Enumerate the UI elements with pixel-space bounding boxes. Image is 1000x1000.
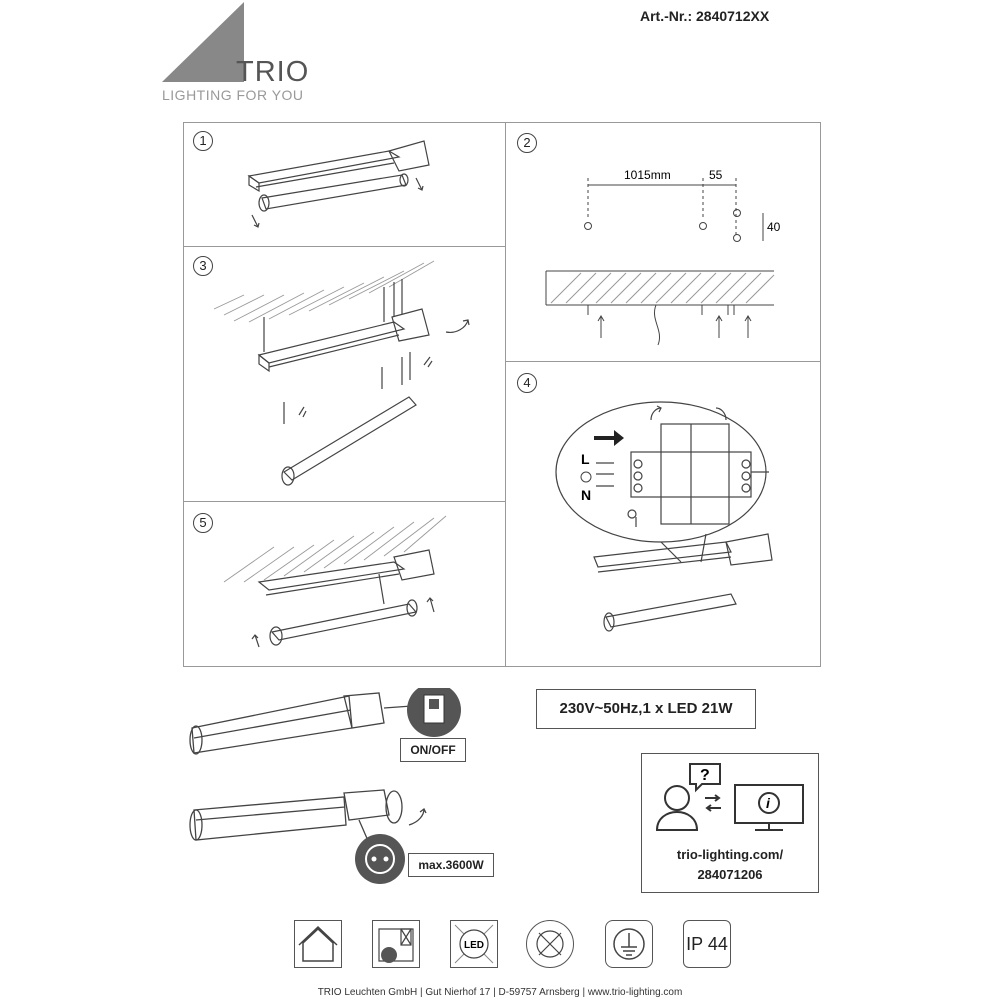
indoor-use-icon <box>294 920 342 968</box>
switch-illustration <box>184 688 464 778</box>
step-1-panel <box>183 122 506 247</box>
support-illustration <box>650 758 810 838</box>
step-5-assembly-illustration <box>184 502 505 666</box>
led-text: LED <box>464 940 484 951</box>
step-2-panel <box>505 122 821 362</box>
step-number: 1 <box>193 131 213 151</box>
support-url-line1: trio-lighting.com/ <box>676 847 784 862</box>
dimension-height: 40 <box>767 220 781 234</box>
trio-logo-triangle-icon <box>160 2 246 84</box>
switch-label: ON/OFF <box>400 738 466 762</box>
power-spec: 230V~50Hz,1 x LED 21W <box>536 689 756 729</box>
step-2-drilling-illustration <box>506 123 820 361</box>
article-number: Art.-Nr.: 2840712XX <box>640 8 770 24</box>
step-number: 4 <box>517 373 537 393</box>
brand-tagline: LIGHTING FOR YOU <box>162 87 304 103</box>
led-icon <box>450 920 498 968</box>
svg-text:i: i <box>766 795 770 811</box>
step-5-panel <box>183 501 506 667</box>
step-number: 3 <box>193 256 213 276</box>
socket-max-label: max.3600W <box>408 853 494 877</box>
step-number: 2 <box>517 133 537 153</box>
step-3-mounting-illustration <box>184 247 505 501</box>
svg-text:?: ? <box>700 767 710 784</box>
dimension-length: 1015mm <box>624 168 671 182</box>
socket-illustration <box>184 785 444 885</box>
footer-address: TRIO Leuchten GmbH | Gut Nierhof 17 | D-59757 Arnsberg | www.trio-lighting.com <box>317 987 683 998</box>
protection-class-ground-icon <box>605 920 653 968</box>
support-url-line2: 284071206 <box>697 867 763 882</box>
step-4-panel <box>505 361 821 667</box>
wire-live-label: L <box>581 451 590 467</box>
step-number: 5 <box>193 513 213 533</box>
no-disposal-icon <box>526 920 574 968</box>
ground-icon <box>581 472 591 482</box>
dimension-offset: 55 <box>709 168 723 182</box>
step-1-disassembly-illustration <box>184 123 505 246</box>
step-4-wiring-illustration <box>506 362 820 666</box>
brand-name: TRIO <box>236 56 310 88</box>
ip-rating-icon: IP 44 <box>683 920 731 968</box>
not-dimmable-icon <box>372 920 420 968</box>
step-3-panel <box>183 246 506 502</box>
wire-neutral-label: N <box>581 487 592 503</box>
